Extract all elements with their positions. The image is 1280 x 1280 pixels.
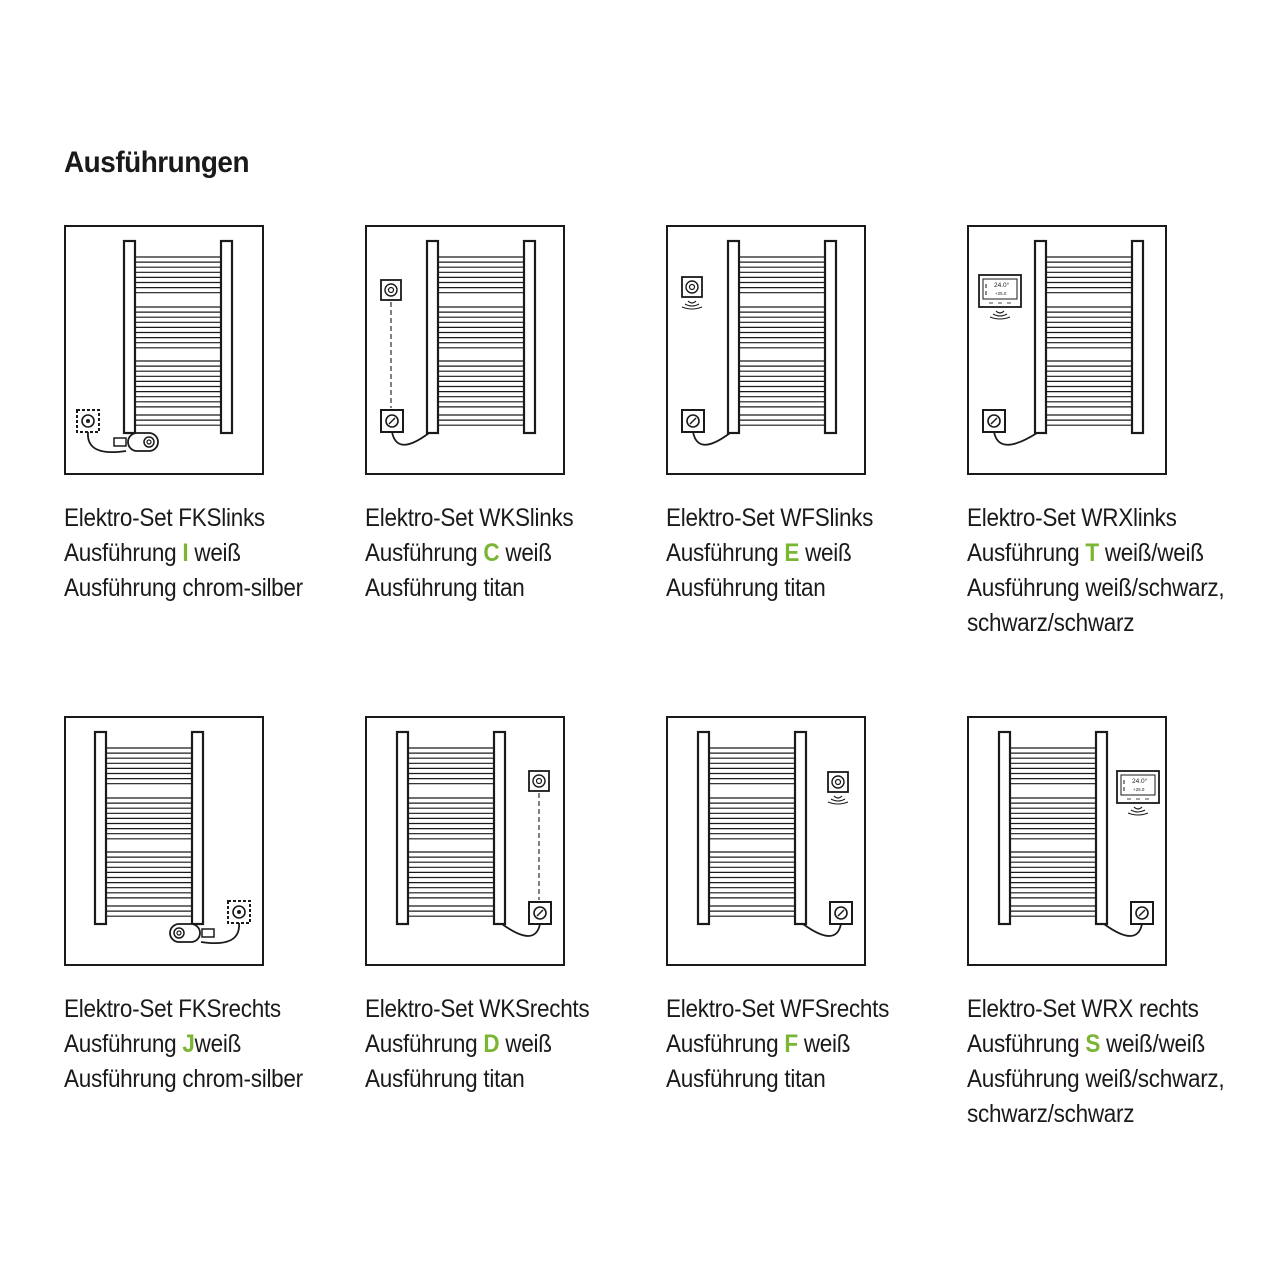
variant-code-prefix: Ausführung	[365, 539, 484, 567]
wall-socket-icon	[682, 410, 704, 432]
variant-caption	[365, 992, 635, 1097]
variant-code: S	[1085, 1030, 1101, 1058]
variant-alt-finish: Ausführung weiß/schwarz,	[967, 574, 1225, 602]
variant-code: D	[483, 1030, 500, 1058]
variant-caption	[365, 501, 635, 606]
variant-code-line	[365, 536, 635, 571]
variant-alt-finish: Ausführung titan	[365, 1065, 525, 1093]
towel-radiator-wks-left-icon	[365, 225, 565, 475]
variant-code-suffix: weiß	[499, 1030, 552, 1058]
towel-radiator-fks-right-icon	[64, 716, 264, 966]
variant-caption	[967, 992, 1237, 1132]
variant-code: C	[483, 539, 500, 567]
variant-code-line	[967, 1027, 1237, 1062]
variant-code: E	[784, 539, 800, 567]
variant-alt-finish: Ausführung weiß/schwarz,	[967, 1065, 1225, 1093]
variant-alt-finish: Ausführung titan	[666, 1065, 826, 1093]
variant-alt-finish: Ausführung chrom-silber	[64, 574, 303, 602]
wall-controller-icon	[828, 772, 848, 792]
variant-name: Elektro-Set WRXlinks	[967, 504, 1177, 532]
variant-code-prefix: Ausführung	[967, 539, 1086, 567]
towel-radiator-fks-left-icon	[64, 225, 264, 475]
variant-card	[967, 716, 1267, 1132]
variant-caption	[64, 992, 334, 1097]
variant-caption	[967, 501, 1237, 641]
variant-alt-finish: Ausführung titan	[365, 574, 525, 602]
variant-code-line	[666, 536, 936, 571]
variant-name: Elektro-Set WFSlinks	[666, 504, 874, 532]
variant-caption	[64, 501, 334, 606]
variant-code-prefix: Ausführung	[64, 1030, 183, 1058]
variant-code: I	[182, 539, 189, 567]
thermostat-setpoint-text: +25.0	[995, 291, 1007, 296]
towel-radiator-wks-right-icon	[365, 716, 565, 966]
variant-code-prefix: Ausführung	[64, 539, 183, 567]
wall-socket-icon	[983, 410, 1005, 432]
variant-code-suffix: weiß	[499, 539, 552, 567]
variant-code-prefix: Ausführung	[666, 539, 785, 567]
variant-card	[967, 225, 1267, 641]
variant-code-line	[967, 536, 1237, 571]
variant-alt-finish: Ausführung chrom-silber	[64, 1065, 303, 1093]
diagram-frame	[667, 717, 865, 965]
variant-code-line	[365, 1027, 635, 1062]
variant-card	[64, 716, 364, 1097]
wall-socket-icon	[830, 902, 852, 924]
variant-name: Elektro-Set WRX rechts	[967, 995, 1199, 1023]
variant-code-suffix: weiß	[797, 1030, 851, 1058]
wall-socket-icon	[1131, 902, 1153, 924]
variant-code-line	[64, 1027, 334, 1062]
variant-alt-finish-cont: schwarz/schwarz	[967, 609, 1135, 637]
variant-code-suffix: weiß	[799, 539, 852, 567]
variant-card	[365, 716, 665, 1097]
diagram-frame	[65, 226, 263, 474]
wall-controller-icon	[682, 277, 702, 297]
thermostat-setpoint-text: +25.0	[1133, 787, 1145, 792]
variant-code-suffix: weiß	[194, 1030, 242, 1058]
variant-code: J	[182, 1030, 195, 1058]
diagram-frame	[968, 717, 1166, 965]
thermostat-temp-text: 24.0°	[1132, 778, 1148, 785]
thermostat-temp-text: 24.0°	[994, 282, 1010, 289]
digital-thermostat-icon	[1117, 771, 1159, 803]
variant-alt-finish-cont: schwarz/schwarz	[967, 1100, 1135, 1128]
variant-code-prefix: Ausführung	[365, 1030, 484, 1058]
page-title: Ausführungen	[64, 146, 250, 179]
variant-name: Elektro-Set WKSrechts	[365, 995, 590, 1023]
wall-socket-icon	[381, 410, 403, 432]
diagram-frame	[366, 717, 564, 965]
variant-name: Elektro-Set FKSrechts	[64, 995, 281, 1023]
towel-radiator-wfs-left-icon	[666, 225, 866, 475]
wall-socket-icon	[228, 901, 250, 923]
variant-alt-finish: Ausführung titan	[666, 574, 826, 602]
variant-card	[64, 225, 364, 606]
towel-radiator-wrx-left-icon	[967, 225, 1167, 475]
variant-code: T	[1085, 539, 1099, 567]
variant-code-prefix: Ausführung	[967, 1030, 1086, 1058]
digital-thermostat-icon	[979, 275, 1021, 307]
variant-code-line	[666, 1027, 936, 1062]
wall-controller-icon	[381, 280, 401, 300]
variant-card	[666, 716, 966, 1097]
wall-socket-icon	[529, 902, 551, 924]
variant-name: Elektro-Set WKSlinks	[365, 504, 574, 532]
variant-code-suffix: weiß	[188, 539, 241, 567]
wall-socket-icon	[77, 410, 99, 432]
variant-name: Elektro-Set WFSrechts	[666, 995, 890, 1023]
variant-code: F	[784, 1030, 798, 1058]
wall-controller-icon	[529, 771, 549, 791]
variant-code-line	[64, 536, 334, 571]
variant-code-suffix: weiß/weiß	[1100, 1030, 1205, 1058]
variant-card	[365, 225, 665, 606]
variant-card	[666, 225, 966, 606]
variant-caption	[666, 501, 936, 606]
variant-caption	[666, 992, 936, 1097]
variant-name: Elektro-Set FKSlinks	[64, 504, 265, 532]
variant-code-prefix: Ausführung	[666, 1030, 785, 1058]
towel-radiator-wrx-right-icon	[967, 716, 1167, 966]
towel-radiator-wfs-right-icon	[666, 716, 866, 966]
variant-code-suffix: weiß/weiß	[1098, 539, 1204, 567]
